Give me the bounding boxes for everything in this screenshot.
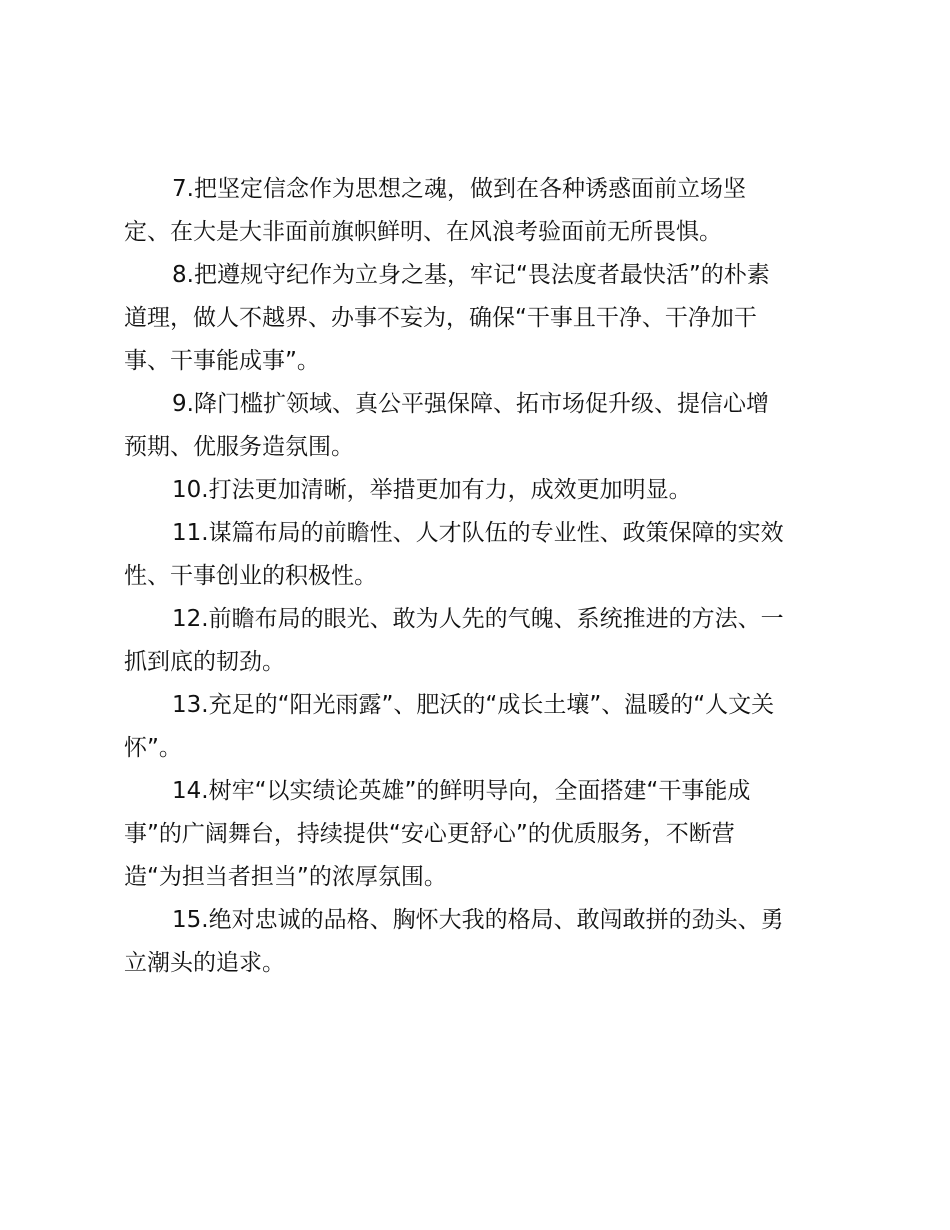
paragraph-11 (124, 512, 834, 598)
paragraph-line: 12.前瞻布局的眼光、敢为人先的气魄、系统推进的方法、一 (172, 606, 784, 632)
paragraph-line: 怀”。 (124, 735, 182, 761)
paragraph-13 (124, 684, 834, 770)
paragraph-line: 11.谋篇布局的前瞻性、人才队伍的专业性、政策保障的实效 (172, 520, 784, 546)
paragraph-9 (124, 383, 834, 469)
paragraph-line: 道理，做人不越界、办事不妄为，确保“干事且干净、干净加干 (124, 305, 757, 331)
paragraph-14 (124, 770, 834, 899)
paragraph-10 (124, 469, 834, 512)
paragraph-line: 10.打法更加清晰，举措更加有力，成效更加明显。 (172, 477, 692, 503)
paragraph-line: 13.充足的“阳光雨露”、肥沃的“成长土壤”、温暖的“人文关 (172, 692, 775, 718)
paragraph-7 (124, 168, 834, 254)
paragraph-line: 造“为担当者担当”的浓厚氛围。 (124, 864, 447, 890)
paragraph-12 (124, 598, 834, 684)
paragraph-8 (124, 254, 834, 383)
paragraph-line: 预期、优服务造氛围。 (124, 434, 354, 460)
paragraph-line: 事”的广阔舞台，持续提供“安心更舒心”的优质服务，不断营 (124, 821, 735, 847)
paragraph-line: 定、在大是大非面前旗帜鲜明、在风浪考验面前无所畏惧。 (124, 219, 722, 245)
paragraph-15 (124, 899, 834, 985)
paragraph-line: 15.绝对忠诚的品格、胸怀大我的格局、敢闯敢拼的劲头、勇 (172, 907, 784, 933)
paragraph-line: 14.树牢“以实绩论英雄”的鲜明导向，全面搭建“干事能成 (172, 778, 751, 804)
paragraph-line: 8.把遵规守纪作为立身之基，牢记“畏法度者最快活”的朴素 (172, 262, 770, 288)
paragraph-line: 事、干事能成事”。 (124, 348, 320, 374)
paragraph-line: 7.把坚定信念作为思想之魂，做到在各种诱惑面前立场坚 (172, 176, 746, 202)
document-body (124, 168, 834, 985)
paragraph-line: 抓到底的韧劲。 (124, 649, 285, 675)
paragraph-line: 性、干事创业的积极性。 (124, 563, 377, 589)
paragraph-line: 9.降门槛扩领域、真公平强保障、拓市场促升级、提信心增 (172, 391, 769, 417)
paragraph-line: 立潮头的追求。 (124, 950, 285, 976)
